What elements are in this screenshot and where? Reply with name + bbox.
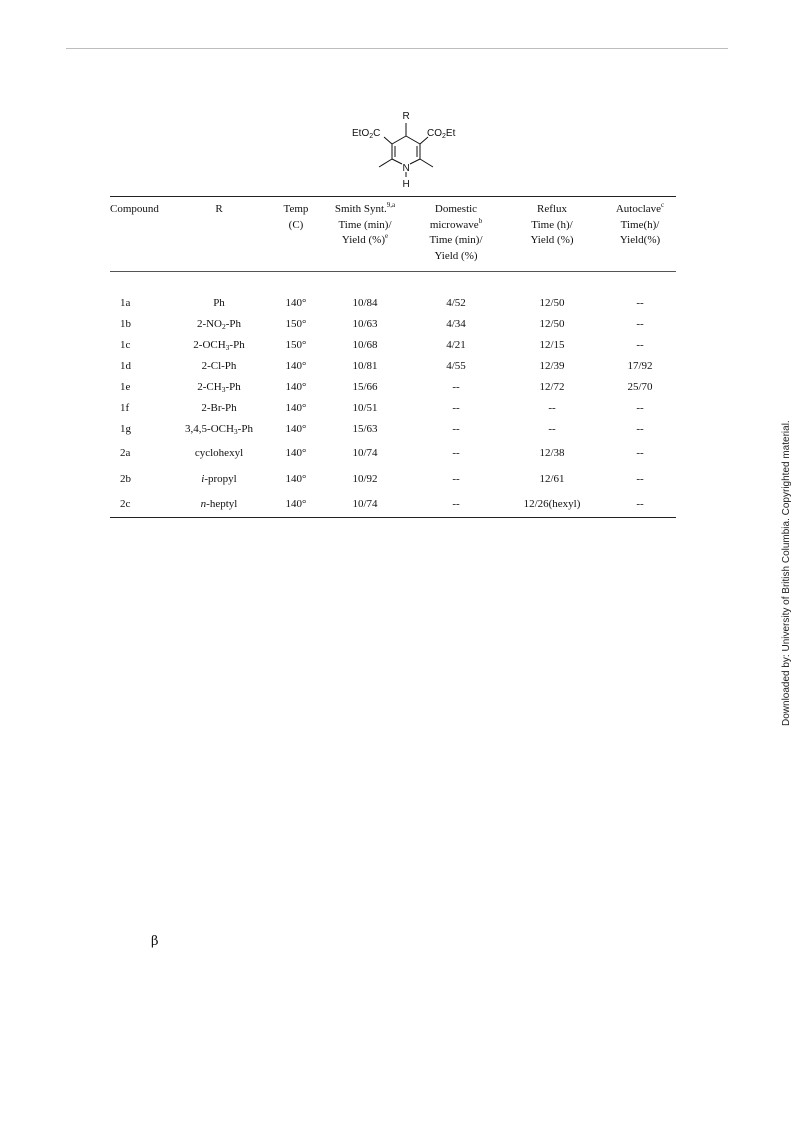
autoclave-cell: 25/70: [627, 381, 653, 393]
compound-cell: 1f: [120, 402, 130, 414]
synthesis-comparison-table: [110, 196, 676, 518]
smith-cell: 10/51: [352, 402, 378, 414]
reflux-cell: 12/72: [539, 381, 565, 393]
domestic-cell: --: [452, 472, 460, 485]
temp-cell: 140°: [285, 446, 307, 459]
structure-drawing: [346, 106, 466, 190]
reflux-cell: 12/15: [539, 339, 565, 351]
reflux-cell: 12/38: [539, 446, 565, 459]
temp-cell: 140°: [285, 360, 307, 372]
autoclave-cell: --: [604, 492, 676, 518]
reflux-cell: --: [548, 402, 556, 414]
temp-cell: 140°: [285, 297, 307, 309]
r-cell: Ph: [213, 297, 225, 309]
reflux-cell: 12/61: [539, 472, 565, 485]
stray-beta-symbol: β: [151, 934, 159, 949]
temp-cell: 140°: [285, 381, 307, 393]
table-row: [110, 466, 676, 492]
r-substituent-label: R: [402, 111, 410, 122]
right-ester-label: $CO_2Et$: [427, 128, 456, 140]
domestic-cell: 4/34: [446, 318, 466, 330]
table-row: [110, 398, 676, 419]
r-cell: $2-NO_2-Ph$: [196, 318, 242, 331]
header-r: R: [164, 197, 274, 272]
autoclave-cell: --: [636, 423, 644, 435]
compound-cell: 1e: [120, 381, 131, 393]
reflux-cell: 12/50: [539, 297, 565, 309]
reflux-cell: 12/26(hexyl): [500, 492, 604, 518]
header-autoclave: Autoclave$^c$ Time(h)/ Yield(%): [604, 197, 676, 272]
compound-cell: 2c: [110, 492, 164, 518]
header-temp: Temp (C): [274, 197, 318, 272]
header-domestic-microwave: Domestic microwave$^b$ Time (min)/ Yield (%): [412, 197, 500, 272]
table-row: [110, 314, 676, 335]
autoclave-cell: --: [636, 446, 644, 459]
header-smith-synt: Smith Synt.$^{9,a}$ Time (min)/ Yield (%)$^e$: [318, 197, 412, 272]
temp-cell: 150°: [285, 339, 307, 351]
table-row: [110, 440, 676, 466]
hydrogen-label: H: [402, 179, 410, 190]
r-cell: $2-CH_3-Ph$: [197, 381, 241, 394]
smith-cell: 10/63: [352, 318, 378, 330]
table-row: [110, 377, 676, 398]
header-reflux: Reflux Time (h)/ Yield (%): [500, 197, 604, 272]
autoclave-cell: --: [636, 472, 644, 485]
domestic-cell: --: [452, 446, 460, 459]
domestic-cell: --: [452, 402, 460, 414]
download-notice: Downloaded by: University of British Columbia. Copyrighted material.: [781, 420, 792, 726]
autoclave-cell: --: [636, 402, 644, 414]
temp-cell: 140°: [285, 472, 307, 485]
table-header-row: [110, 197, 676, 272]
autoclave-cell: --: [636, 318, 644, 330]
autoclave-cell: 17/92: [627, 360, 653, 372]
r-cell: i-propyl: [201, 472, 237, 485]
reflux-cell: --: [548, 423, 556, 435]
reflux-cell: 12/39: [539, 360, 565, 372]
table-row: [110, 293, 676, 314]
domestic-cell: --: [452, 381, 460, 393]
smith-cell: 10/92: [352, 472, 378, 485]
table-row: [110, 419, 676, 440]
header-compound: Compound: [110, 197, 164, 272]
r-cell: n-heptyl: [164, 492, 274, 518]
r-cell: 2-Cl-Ph: [201, 360, 237, 372]
compound-cell: 1g: [120, 423, 131, 435]
smith-cell: 15/63: [352, 423, 378, 435]
domestic-cell: --: [452, 423, 460, 435]
domestic-cell: --: [412, 492, 500, 518]
table-row: [110, 356, 676, 377]
page-top-rule: [66, 48, 728, 49]
dihydropyridine-structure: [346, 106, 466, 190]
domestic-cell: 4/52: [446, 297, 466, 309]
smith-cell: 10/74: [352, 446, 378, 459]
smith-cell: 10/84: [352, 297, 378, 309]
r-cell: $2-OCH_3-Ph$: [193, 339, 245, 352]
table-row: [110, 335, 676, 356]
compound-cell: 2b: [120, 472, 131, 485]
temp-cell: 140°: [285, 402, 307, 414]
domestic-cell: 4/21: [446, 339, 466, 351]
r-cell: 2-Br-Ph: [201, 402, 237, 414]
autoclave-cell: --: [636, 297, 644, 309]
r-cell: $3,4,5-OCH_3-Ph$: [185, 423, 253, 436]
domestic-cell: 4/55: [446, 360, 466, 372]
compound-cell: 1b: [120, 318, 131, 330]
autoclave-cell: --: [636, 339, 644, 351]
smith-cell: 10/74: [318, 492, 412, 518]
smith-cell: 10/68: [352, 339, 378, 351]
smith-cell: 10/81: [352, 360, 378, 372]
temp-cell: 140°: [274, 492, 318, 518]
compound-cell: 1d: [120, 360, 131, 372]
temp-cell: 140°: [285, 423, 307, 435]
r-cell: cyclohexyl: [194, 446, 244, 459]
left-ester-label: EtO$_2$C: [352, 128, 381, 140]
temp-cell: 150°: [285, 318, 307, 330]
table-row: [110, 492, 676, 518]
reflux-cell: 12/50: [539, 318, 565, 330]
nitrogen-label: N: [402, 163, 410, 174]
smith-cell: 15/66: [352, 381, 378, 393]
compound-cell: 1a: [120, 297, 131, 309]
compound-cell: 2a: [120, 446, 131, 459]
compound-cell: 1c: [120, 339, 131, 351]
